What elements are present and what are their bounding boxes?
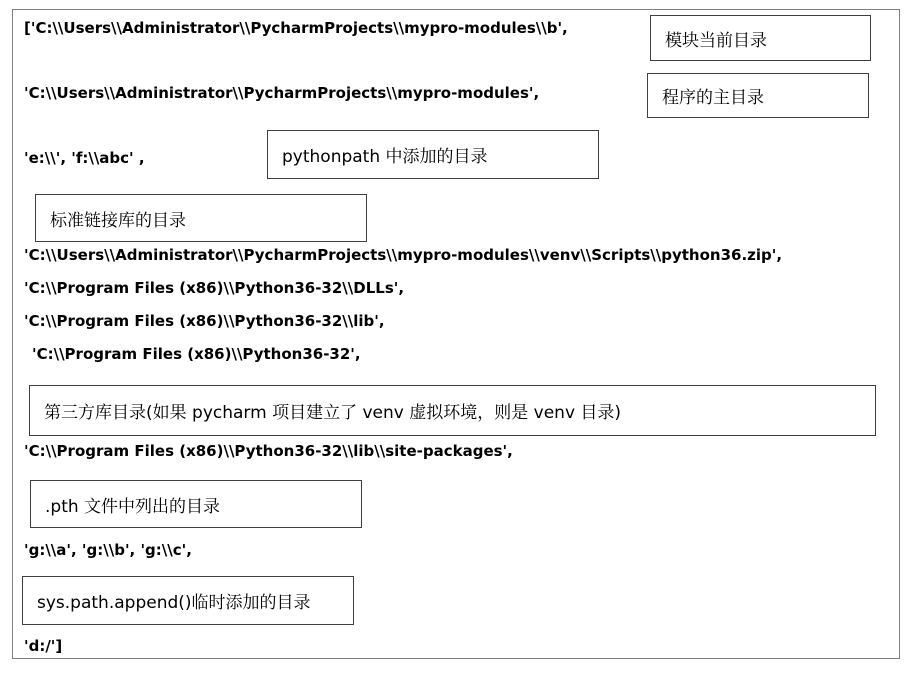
path-line-pythonpath: 'e:\\', 'f:\\abc' , <box>24 149 145 167</box>
path-line-python36-root: 'C:\\Program Files (x86)\\Python36-32', <box>32 345 361 363</box>
path-line-pth-entries: 'g:\\a', 'g:\\b', 'g:\\c', <box>24 541 192 559</box>
path-line-appended: 'd:/'] <box>24 637 63 655</box>
path-line-dlls: 'C:\\Program Files (x86)\\Python36-32\\DLLs', <box>24 279 405 297</box>
label-pythonpath-dirs: pythonpath 中添加的目录 <box>267 130 599 179</box>
path-line-main-program: 'C:\\Users\\Administrator\\PycharmProjects\\mypro-modules', <box>24 84 540 102</box>
label-stdlib-dirs: 标准链接库的目录 <box>35 194 367 242</box>
label-current-module-dir: 模块当前目录 <box>650 15 871 61</box>
path-line-python36-zip: 'C:\\Users\\Administrator\\PycharmProjects\\mypro-modules\\venv\\Scripts\\python36.zip', <box>24 246 783 264</box>
path-line-current-module: ['C:\\Users\\Administrator\\PycharmProjects\\mypro-modules\\b', <box>24 19 568 37</box>
path-line-lib: 'C:\\Program Files (x86)\\Python36-32\\lib', <box>24 312 385 330</box>
label-main-program-dir: 程序的主目录 <box>647 73 869 118</box>
label-third-party-dirs: 第三方库目录(如果 pycharm 项目建立了 venv 虚拟环境，则是 venv 目录) <box>29 385 876 436</box>
label-sys-path-append: sys.path.append()临时添加的目录 <box>22 576 354 625</box>
path-line-site-packages: 'C:\\Program Files (x86)\\Python36-32\\lib\\site-packages', <box>24 442 513 460</box>
label-pth-dirs: .pth 文件中列出的目录 <box>30 480 362 528</box>
